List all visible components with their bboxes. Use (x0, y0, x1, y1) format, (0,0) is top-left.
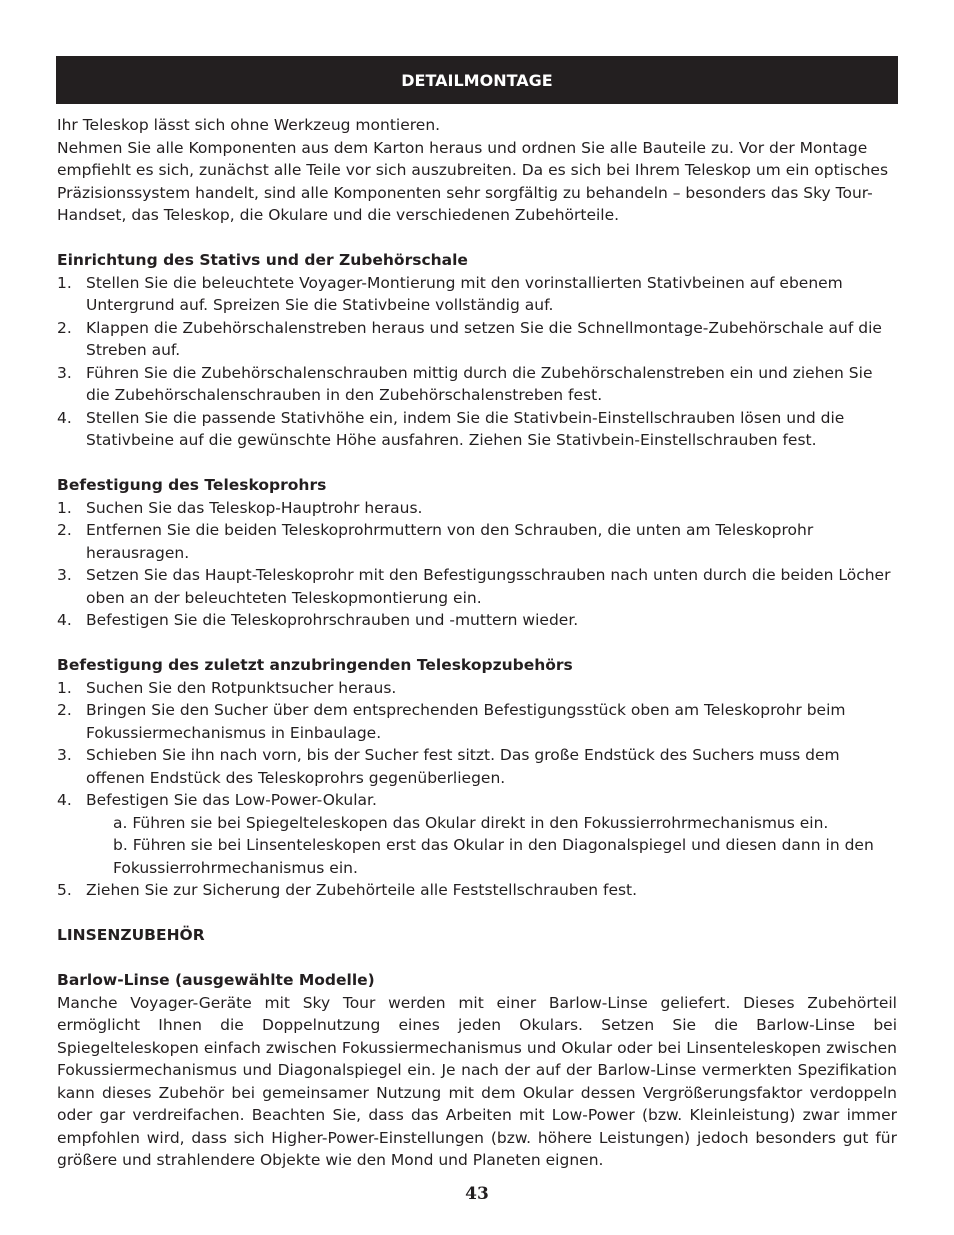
step-text: Setzen Sie das Haupt-Teleskoprohr mit den Befestigungsschrauben nach unten durch die beiden Löcher oben an der beleuchteten Teleskopmontierung ein. (86, 566, 891, 607)
accessories-steps-continued (57, 879, 897, 902)
list-item (57, 362, 897, 407)
tube-heading: Befestigung des Teleskoprohrs (57, 476, 327, 494)
list-item (57, 317, 897, 362)
accessories-heading: Befestigung des zuletzt anzubringenden Teleskopzubehörs (57, 656, 573, 674)
step-text: Klappen die Zubehörschalenstreben heraus und setzen Sie die Schnellmontage-Zubehörschale auf die Streben auf. (86, 318, 882, 359)
step-text: Führen Sie die Zubehörschalenschrauben mittig durch die Zubehörschalenstreben ein und ziehen Sie die Zubehörschalenschrauben in den Zubehörschalenstreben fest. (86, 363, 873, 404)
step-text: Befestigen Sie das Low-Power-Okular. (86, 791, 377, 809)
step-number: 4. (57, 791, 72, 809)
page-content (57, 114, 897, 1172)
list-item (57, 609, 897, 632)
tripod-heading: Einrichtung des Stativs und der Zubehörschale (57, 251, 468, 269)
substep-b: b. Führen sie bei Linsenteleskopen erst das Okular in den Diagonalspiegel und diesen dann in den Fokussierrohrmechanismus ein. (113, 836, 874, 877)
list-item (57, 699, 897, 744)
tube-steps (57, 497, 897, 632)
step-number: 5. (57, 881, 72, 899)
step-number: 1. (57, 273, 72, 292)
step-number: 1. (57, 498, 72, 517)
step-text: Stellen Sie die passende Stativhöhe ein, indem Sie die Stativbein-Einstellschrauben lösen und die Stativbeine auf die gewünschte Höhe ausfahren. Ziehen Sie Stativbein-Einstellschrauben fest. (86, 408, 845, 449)
step-number: 2. (57, 521, 72, 539)
step-number: 3. (57, 363, 72, 382)
list-item (57, 407, 897, 452)
list-item (57, 879, 897, 902)
step-number: 3. (57, 746, 72, 764)
list-item (57, 564, 897, 609)
step-text: Stellen Sie die beleuchtete Voyager-Montierung mit den vorinstallierten Stativbeinen auf ebenem Untergrund auf. Spreizen Sie die Stativbeine vollständig auf. (86, 273, 843, 314)
lens-accessories-heading: LINSENZUBEHÖR (57, 926, 205, 944)
page-number: 43 (465, 1184, 489, 1204)
step-number: 2. (57, 701, 72, 719)
step-text: Suchen Sie das Teleskop-Hauptrohr heraus. (86, 498, 423, 517)
barlow-subheading: Barlow-Linse (ausgewählte Modelle) (57, 971, 375, 989)
section-banner (56, 56, 898, 104)
list-item (57, 497, 897, 520)
list-item (57, 677, 897, 700)
list-item (57, 789, 897, 812)
list-item (57, 272, 897, 317)
tripod-steps (57, 272, 897, 452)
step-text: Ziehen Sie zur Sicherung der Zubehörteile alle Feststellschrauben fest. (86, 881, 638, 899)
intro-paragraph: Nehmen Sie alle Komponenten aus dem Karton heraus und ordnen Sie alle Bauteile zu. Vor der Montage empfiehlt es sich, zunächst alle Teile vor sich auszubreiten. Da es sich bei Ihrem Teleskop um ein optisches Präzisionssystem handelt, sind alle Komponenten sehr sorgfältig zu behandeln – besonders das Sky Tour-Handset, das Teleskop, die Okulare und die verschiedenen Zubehörteile. (57, 138, 889, 224)
list-item (57, 519, 897, 564)
substep-a: a. Führen sie bei Spiegelteleskopen das Okular direkt in den Fokussierrohrmechanismus ein. (113, 813, 829, 832)
step-text: Bringen Sie den Sucher über dem entsprechenden Befestigungsstück oben am Teleskoprohr beim Fokussiermechanismus in Einbaulage. (86, 701, 846, 742)
accessories-steps (57, 677, 897, 812)
step-number: 4. (57, 611, 72, 629)
banner-title: DETAILMONTAGE (401, 70, 553, 90)
barlow-paragraph: Manche Voyager-Geräte mit Sky Tour werden mit einer Barlow-Linse geliefert. Dieses Zubehörteil ermöglicht Ihnen die Doppelnutzung eines jeden Okulars. Setzen Sie die Barlow-Linse bei Spiegelteleskopen einfach zwischen Fokussiermechanismus und Okular oder bei Linsenteleskopen zwischen Fokussiermechanismus und Diagonalspiegel ein. Je nach der auf der Barlow-Linse vermerkten Spezifikation kann dieses Zubehör bei gemeinsamer Nutzung mit dem Okular dessen Vergrößerungsfaktor verdoppeln oder gar verdreifachen. Beachten Sie, dass das Arbeiten mit Low-Power (bzw. Kleinleistung) zwar immer empfohlen wird, dass sich Higher-Power-Einstellungen (bzw. höhere Leistungen) jedoch besonders gut für größere und strahlendere Objekte wie den Mond und Planeten eignen. (57, 993, 897, 1169)
list-item (57, 744, 897, 789)
step-number: 4. (57, 408, 72, 427)
step-number: 1. (57, 678, 72, 697)
step-text: Entfernen Sie die beiden Teleskoprohrmuttern von den Schrauben, die unten am Teleskoprohr herausragen. (86, 521, 814, 562)
intro-line: Ihr Teleskop lässt sich ohne Werkzeug montieren. (57, 116, 441, 134)
step-text: Schieben Sie ihn nach vorn, bis der Sucher fest sitzt. Das große Endstück des Suchers muss dem offenen Endstück des Teleskoprohrs gegenüberliegen. (86, 746, 840, 787)
step-text: Befestigen Sie die Teleskoprohrschrauben und -muttern wieder. (86, 611, 579, 629)
step-number: 3. (57, 566, 72, 584)
step-text: Suchen Sie den Rotpunktsucher heraus. (86, 678, 397, 697)
step-number: 2. (57, 318, 72, 337)
